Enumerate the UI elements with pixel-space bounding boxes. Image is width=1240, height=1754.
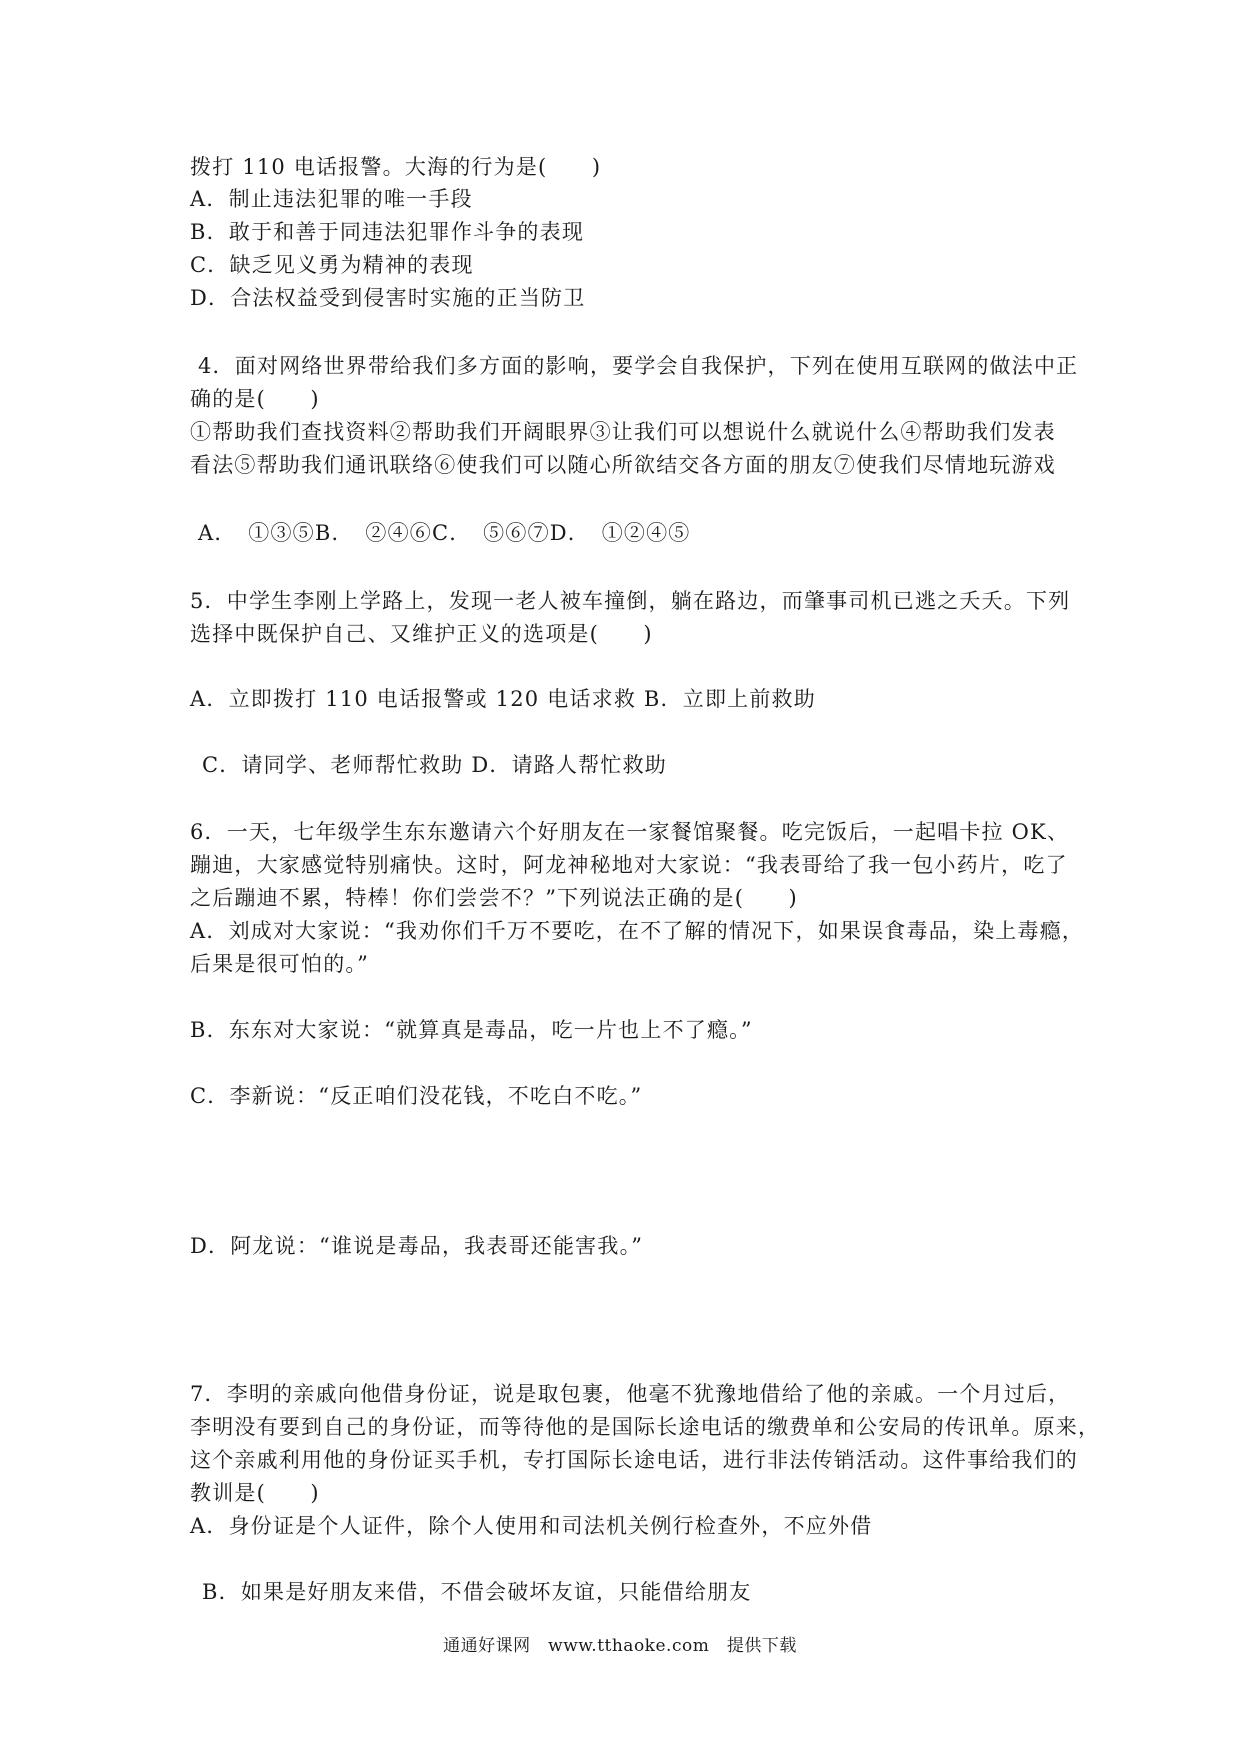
q3-option-d: D．合法权益受到侵害时实施的正当防卫	[190, 286, 586, 310]
q5-options-ab: A．立即拨打 110 电话报警或 120 电话求救 B．立即上前救助	[190, 687, 816, 711]
q6-stem-line-1: 6．一天，七年级学生东东邀请六个好朋友在一家餐馆聚餐。吃完饭后，一起唱卡拉 OK、	[190, 820, 1070, 844]
q6-stem-line-2: 蹦迪，大家感觉特别痛快。这时，阿龙神秘地对大家说：“我表哥给了我一包小药片，吃了	[190, 853, 1068, 877]
q4-stem-line-4: 看法⑤帮助我们通讯联络⑥使我们可以随心所欲结交各方面的朋友⑦使我们尽情地玩游戏	[190, 453, 1056, 477]
q6-option-c: C．李新说：“反正咱们没花钱，不吃白不吃。”	[190, 1084, 643, 1108]
q6-option-a-line-1: A．刘成对大家说：“我劝你们千万不要吃，在不了解的情况下，如果误食毒品，染上毒瘾，	[190, 919, 1085, 943]
q7-option-a: A．身份证是个人证件，除个人使用和司法机关例行检查外，不应外借	[190, 1514, 873, 1538]
q3-option-b: B．敢于和善于同违法犯罪作斗争的表现	[190, 220, 585, 244]
q3-option-c: C．缺乏见义勇为精神的表现	[190, 253, 474, 277]
page-footer: 通通好课网 www.tthaoke.com 提供下载	[443, 1636, 797, 1656]
q5-stem-line-1: 5．中学生李刚上学路上，发现一老人被车撞倒，躺在路边，而肇事司机已逃之夭夭。下列	[190, 589, 1071, 613]
q6-stem-line-3: 之后蹦迪不累，特棒！你们尝尝不？”下列说法正确的是( )	[190, 886, 798, 910]
q3-stem: 拨打 110 电话报警。大海的行为是( )	[190, 155, 602, 179]
q4-stem-line-3: ①帮助我们查找资料②帮助我们开阔眼界③让我们可以想说什么就说什么④帮助我们发表	[190, 420, 1056, 444]
q5-stem-line-2: 选择中既保护自己、又维护正义的选项是( )	[190, 622, 653, 646]
q7-option-b: B．如果是好朋友来借，不借会破坏友谊，只能借给朋友	[202, 1580, 752, 1604]
q7-stem-line-4: 教训是( )	[190, 1481, 320, 1505]
q6-option-a-line-2: 后果是很可怕的。”	[190, 952, 370, 976]
q5-options-cd: C．请同学、老师帮忙救助 D．请路人帮忙救助	[202, 753, 667, 777]
q4-options: A． ①③⑤B． ②④⑥C． ⑤⑥⑦D． ①②④⑤	[198, 521, 691, 545]
q6-option-b: B．东东对大家说：“就算真是毒品，吃一片也上不了瘾。”	[190, 1018, 753, 1042]
q7-stem-line-3: 这个亲戚利用他的身份证买手机，专打国际长途电话，进行非法传销活动。这件事给我们的	[190, 1448, 1078, 1472]
q4-stem-line-1: 4．面对网络世界带给我们多方面的影响，要学会自我保护，下列在使用互联网的做法中正	[198, 354, 1079, 378]
q7-stem-line-2: 李明没有要到自己的身份证，而等待他的是国际长途电话的缴费单和公安局的传讯单。原来，	[190, 1415, 1101, 1439]
q3-option-a: A．制止违法犯罪的唯一手段	[190, 187, 473, 211]
q6-option-d: D．阿龙说：“谁说是毒品，我表哥还能害我。”	[190, 1234, 644, 1258]
q4-stem-line-2: 确的是( )	[190, 387, 320, 411]
q7-stem-line-1: 7．李明的亲戚向他借身份证，说是取包裹，他毫不犹豫地借给了他的亲戚。一个月过后，	[190, 1382, 1071, 1406]
